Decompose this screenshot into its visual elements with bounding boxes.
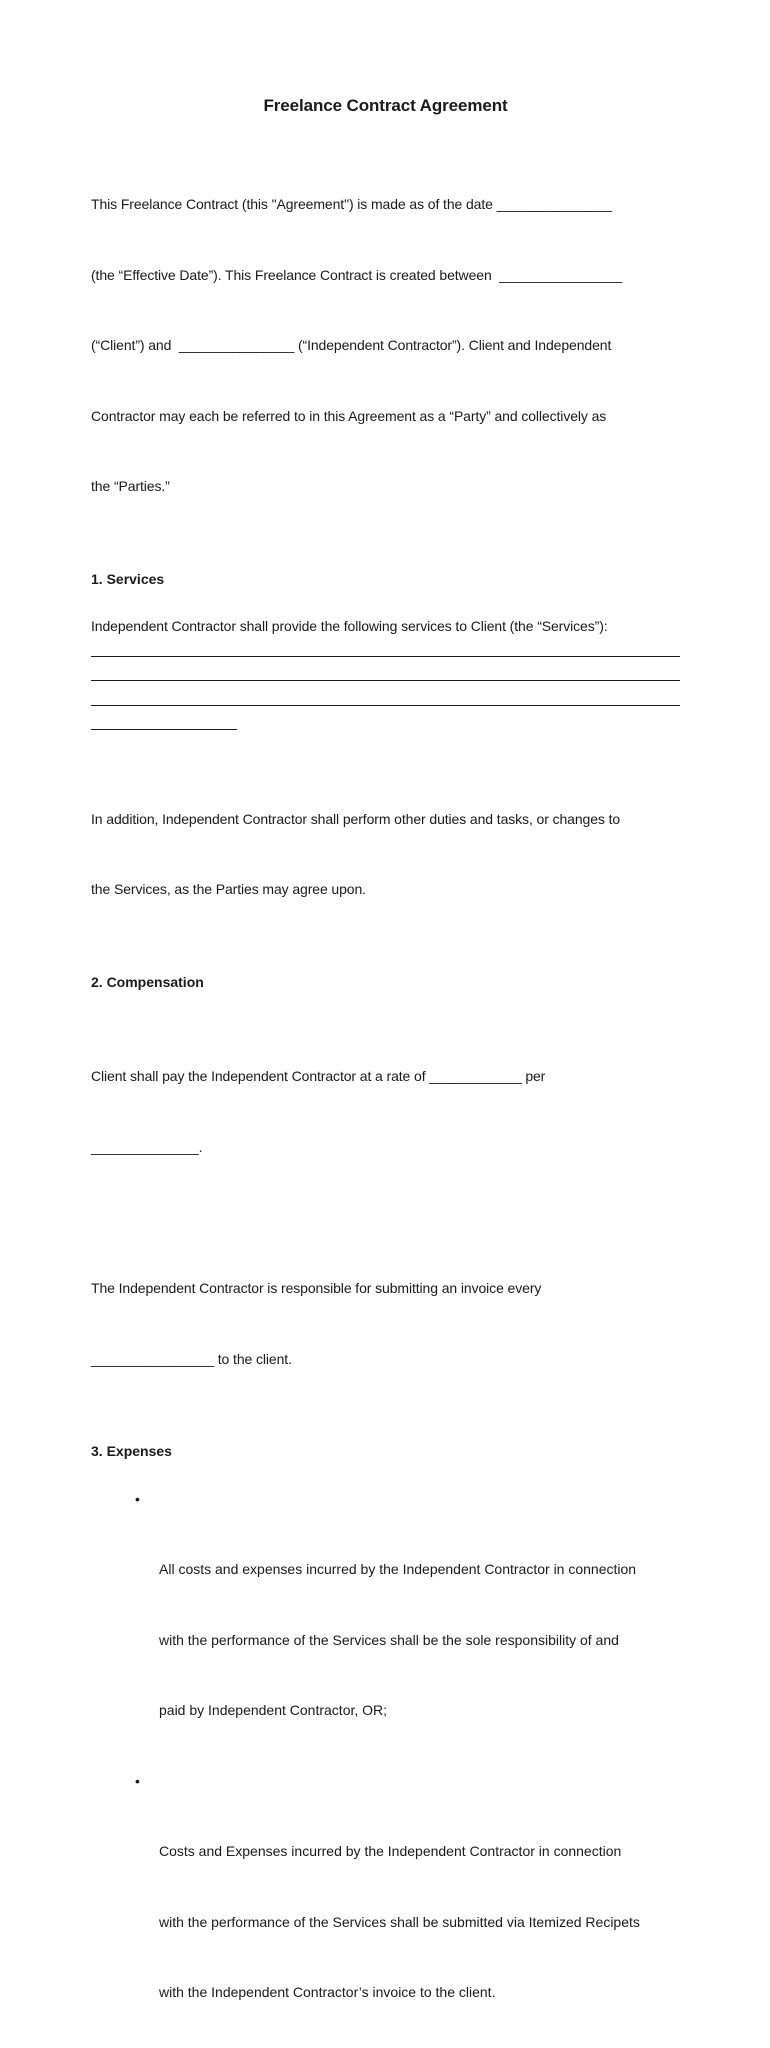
expense-line: with the performance of the Services shall be the sole responsibility of and xyxy=(159,1629,680,1653)
document-title: Freelance Contract Agreement xyxy=(91,0,680,124)
compensation-rate-paragraph xyxy=(91,1018,680,1206)
intro-line: (“Client”) and _______________ (“Independent Contractor”). Client and Independent xyxy=(91,334,680,358)
compensation-rate-line: Client shall pay the Independent Contractor at a rate of ____________ per xyxy=(91,1065,680,1089)
services-blank-line xyxy=(91,688,680,706)
list-item xyxy=(159,1770,680,2048)
services-blank-line xyxy=(91,639,680,657)
services-blank-line xyxy=(91,663,680,681)
bullet-icon: • xyxy=(135,1488,140,1512)
intro-line: (the “Effective Date”). This Freelance Contract is created between ________________ xyxy=(91,264,680,288)
services-heading: 1. Services xyxy=(91,568,680,592)
compensation-invoice-paragraph xyxy=(91,1230,680,1418)
list-item xyxy=(159,1488,680,1770)
services-addition-line: In addition, Independent Contractor shall perform other duties and tasks, or changes to xyxy=(91,808,680,832)
intro-paragraph xyxy=(91,146,680,546)
compensation-rate-line: ______________. xyxy=(91,1136,680,1160)
intro-line: the “Parties.” xyxy=(91,475,680,499)
services-addition-line: the Services, as the Parties may agree upon. xyxy=(91,878,680,902)
expense-line: with the performance of the Services shall be submitted via Itemized Recipets xyxy=(159,1911,680,1935)
expense-line: with the Independent Contractor’s invoice to the client. xyxy=(159,1981,680,2005)
services-intro: Independent Contractor shall provide the following services to Client (the “Services”): xyxy=(91,615,680,639)
expense-line: Costs and Expenses incurred by the Independent Contractor in connection xyxy=(159,1840,680,1864)
expenses-list xyxy=(91,1488,680,2048)
services-blank-lines xyxy=(91,639,680,731)
intro-line: Contractor may each be referred to in this Agreement as a “Party” and collectively as xyxy=(91,405,680,429)
services-addition-paragraph xyxy=(91,761,680,949)
compensation-invoice-line: The Independent Contractor is responsible for submitting an invoice every xyxy=(91,1277,680,1301)
intro-line: This Freelance Contract (this "Agreement") is made as of the date _______________ xyxy=(91,193,680,217)
compensation-heading: 2. Compensation xyxy=(91,971,680,995)
expenses-heading: 3. Expenses xyxy=(91,1440,680,1464)
bullet-icon: • xyxy=(135,1770,140,1794)
services-blank-line-short xyxy=(91,712,237,730)
expense-line: All costs and expenses incurred by the Independent Contractor in connection xyxy=(159,1558,680,1582)
expense-line: paid by Independent Contractor, OR; xyxy=(159,1699,680,1723)
compensation-invoice-line: ________________ to the client. xyxy=(91,1348,680,1372)
